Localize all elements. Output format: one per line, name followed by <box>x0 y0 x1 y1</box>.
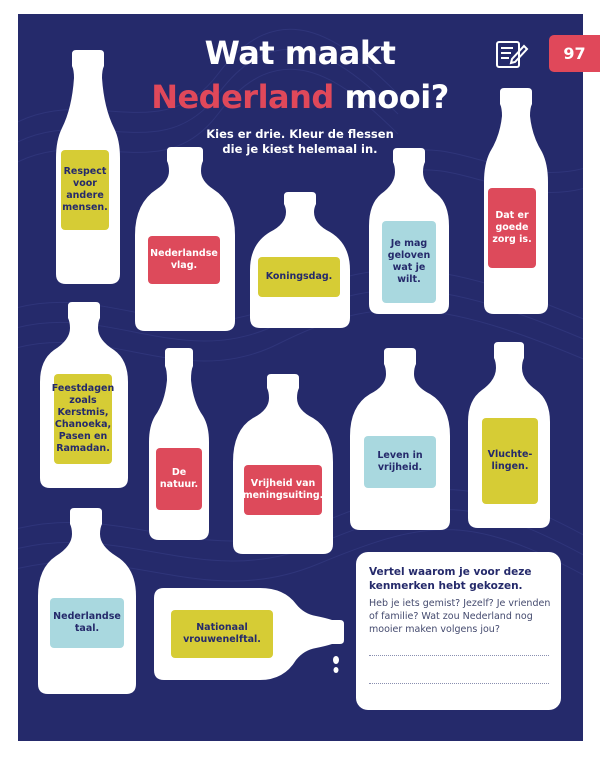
title-line-1: Wat maakt <box>204 34 396 72</box>
bottle-label-vluchtelingen[interactable]: Vluchte- lingen. <box>482 418 538 504</box>
page-number-badge: 97 <box>549 35 600 72</box>
bottle-shape <box>147 346 211 542</box>
writing-box-heading: Vertel waarom je voor deze kenmerken hebt gekozen. <box>369 566 532 592</box>
writing-box-question: Heb je iets gemist? Jezelf? Je vrienden of familie? Wat zou Nederland nog mooier maken volgens jou? <box>369 598 551 635</box>
bottle-label-koningsdag[interactable]: Koningsdag. <box>258 257 340 297</box>
bottle-label-vrijheid[interactable]: Leven in vrijheid. <box>364 436 436 488</box>
bottle-shape <box>231 372 335 556</box>
answer-line[interactable] <box>369 655 549 656</box>
bottle-label-respect[interactable]: Respect voor andere mensen. <box>61 150 109 230</box>
instruction-line-2: die je kiest helemaal in. <box>222 142 378 156</box>
edit-paper-icon <box>495 40 529 70</box>
bottle-label-natuur[interactable]: De natuur. <box>156 448 202 510</box>
bottle-label-taal[interactable]: Nederlandse taal. <box>50 598 124 648</box>
title-rest: mooi? <box>333 78 449 116</box>
title-accent-word: Nederland <box>151 78 334 116</box>
bottle-label-vlag[interactable]: Nederlandse vlag. <box>148 236 220 284</box>
instruction-line-1: Kies er drie. Kleur de flessen <box>206 127 394 141</box>
bottle-label-zorg[interactable]: Dat er goede zorg is. <box>488 188 536 268</box>
answer-line[interactable] <box>369 683 549 684</box>
bottle-label-vrouwenelftal[interactable]: Nationaal vrouwenelftal. <box>171 610 273 658</box>
bottle-label-meningsuiting[interactable]: Vrijheid van meningsuiting. <box>244 465 322 515</box>
bottle-label-geloven[interactable]: Je mag geloven wat je wilt. <box>382 221 436 303</box>
bottle-label-feestdagen[interactable]: Feestdagen zoals Kerstmis, Chanoeka, Pasen en Ramadan. <box>54 374 112 464</box>
